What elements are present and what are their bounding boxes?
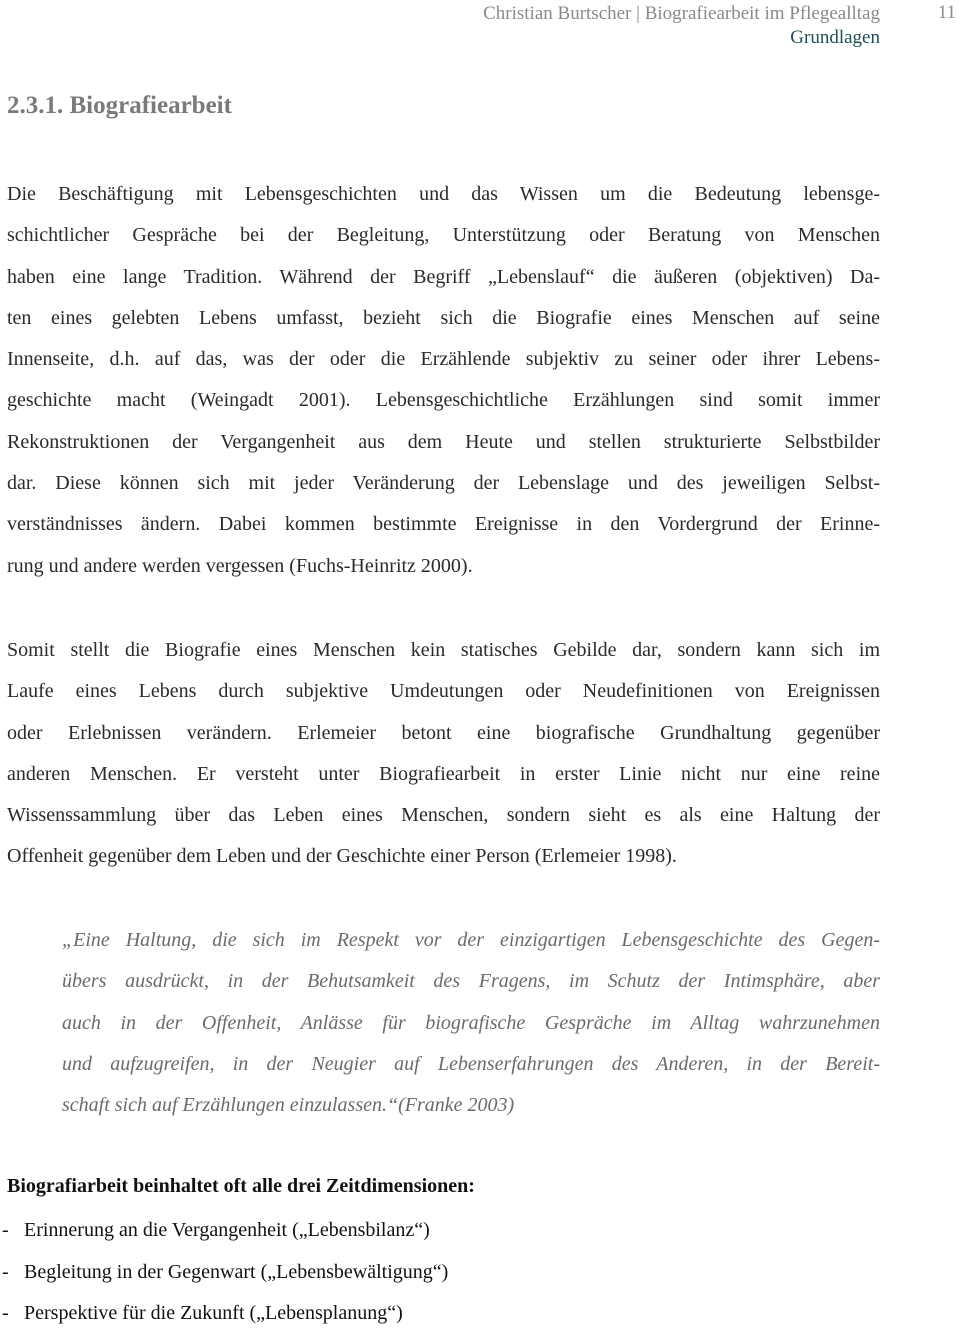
text-line: und aufzugreifen, in der Neugier auf Lebenserfahrungen des Anderen, in der Bereit- — [62, 1052, 880, 1075]
header-section: Grundlagen — [790, 27, 880, 48]
bullet-dash: - — [2, 1219, 9, 1241]
text-line: verständnisses ändern. Dabei kommen bestimmte Ereignisse in den Vordergrund der Erinne- — [7, 513, 880, 536]
text-line: Die Beschäftigung mit Lebensgeschichten und das Wissen um die Bedeutung lebensge- — [7, 183, 880, 205]
list-item — [0, 1293, 448, 1335]
text-line: haben eine lange Tradition. Während der Begriff „Lebenslauf“ die äußeren (objektiven) Da- — [7, 265, 880, 288]
block-quote — [62, 920, 880, 1126]
text-line: Wissenssammlung über das Leben eines Menschen, sondern sieht es als eine Haltung der — [7, 804, 880, 827]
text-line: „Eine Haltung, die sich im Respekt vor der einzigartigen Lebensgeschichte des Gegen- — [62, 929, 880, 951]
text-line: Somit stellt die Biografie eines Menschen kein statisches Gebilde dar, sondern kann sich im — [7, 639, 880, 661]
page-number: 11 — [937, 2, 956, 23]
text-line: Offenheit gegenüber dem Leben und der Geschichte einer Person (Erlemeier 1998). — [7, 845, 677, 868]
text-line: übers ausdrückt, in der Behutsamkeit des Fragens, im Schutz der Intimsphäre, aber — [62, 970, 880, 993]
text-line: Laufe eines Lebens durch subjektive Umdeutungen oder Neudefinitionen von Ereignissen — [7, 680, 880, 703]
text-line: geschichte macht (Weingadt 2001). Lebensgeschichtliche Erzählungen sind somit immer — [7, 389, 880, 412]
list-item-text: Erinnerung an die Vergangenheit („Lebensbilanz“) — [24, 1219, 430, 1241]
bullet-list — [0, 1210, 448, 1335]
bullet-dash: - — [2, 1260, 9, 1283]
text-line: schichtlicher Gespräche bei der Begleitung, Unterstützung oder Beratung von Menschen — [7, 224, 880, 247]
bullet-dash: - — [2, 1302, 9, 1324]
paragraph-1 — [7, 174, 880, 587]
text-line: Rekonstruktionen der Vergangenheit aus dem Heute und stellen strukturierte Selbstbilder — [7, 430, 880, 453]
text-line: anderen Menschen. Er versteht unter Biografiearbeit in erster Linie nicht nur eine reine — [7, 762, 880, 785]
text-line: rung und andere werden vergessen (Fuchs-Heinritz 2000). — [7, 554, 473, 577]
list-item-text: Begleitung in der Gegenwart („Lebensbewältigung“) — [24, 1260, 449, 1283]
text-line: ten eines gelebten Lebens umfasst, bezieht sich die Biografie eines Menschen auf seine — [7, 306, 880, 329]
list-item — [0, 1252, 448, 1294]
paragraph-2 — [7, 630, 880, 878]
text-line: schaft sich auf Erzählungen einzulassen.“(Franke 2003) — [62, 1094, 515, 1117]
section-heading: 2.3.1. Biografiearbeit — [7, 92, 232, 119]
text-line: dar. Diese können sich mit jeder Veränderung der Lebenslage und des jeweiligen Selbst- — [7, 472, 880, 495]
list-item — [0, 1210, 448, 1252]
text-line: oder Erlebnissen verändern. Erlemeier betont eine biografische Grundhaltung gegenüber — [7, 721, 880, 744]
text-line: auch in der Offenheit, Anlässe für biografische Gespräche im Alltag wahrzunehmen — [62, 1011, 880, 1034]
text-line: Innenseite, d.h. auf das, was der oder die Erzählende subjektiv zu seiner oder ihrer Lebens- — [7, 348, 880, 371]
header-title: Christian Burtscher | Biografiearbeit im Pflegealltag — [483, 3, 880, 24]
list-heading: Biografiarbeit beinhaltet oft alle drei Zeitdimensionen: — [7, 1175, 475, 1197]
list-item-text: Perspektive für die Zukunft („Lebensplanung“) — [24, 1302, 403, 1324]
running-header — [483, 2, 880, 50]
